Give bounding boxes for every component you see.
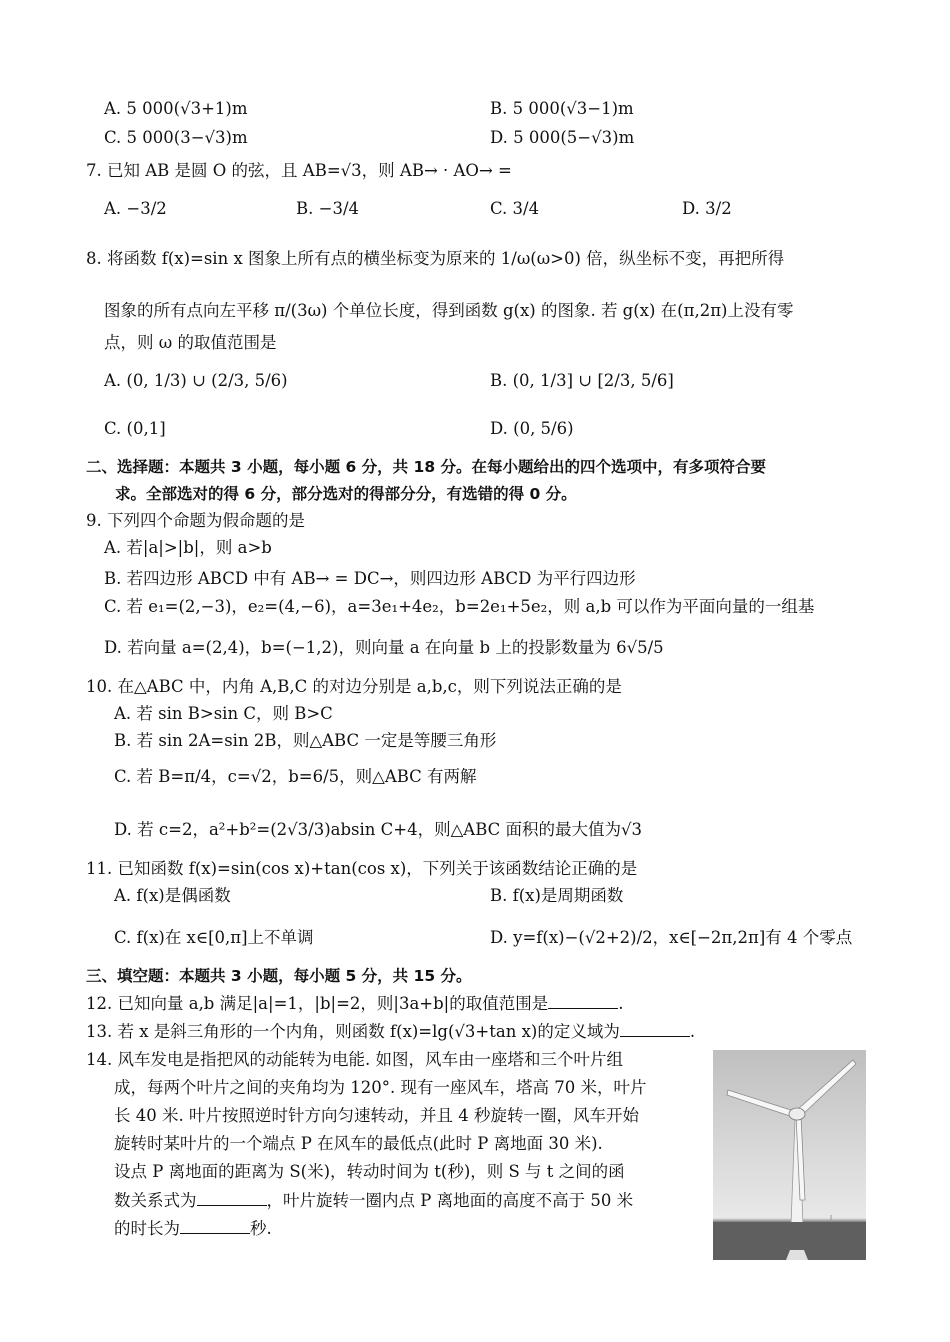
q10-option-b: B. 若 sin 2A=sin 2B，则△ABC 一定是等腰三角形 — [114, 731, 497, 750]
q14-line2: 成，每两个叶片之间的夹角均为 120°. 现有一座风车，塔高 70 米，叶片 — [114, 1078, 647, 1097]
q14-line7 — [114, 1217, 272, 1240]
turbine-hub — [789, 1108, 805, 1120]
q13-answer-blank[interactable] — [620, 1020, 690, 1037]
section2-heading-line1: 二、选择题：本题共 3 小题，每小题 6 分，共 18 分。在每小题给出的四个选项中，有多项符合要 — [86, 458, 767, 476]
q7-stem: 7. 已知 AB 是圆 O 的弦，且 AB=√3，则 AB→ · AO→ = — [86, 161, 512, 180]
wind-turbine-illustration — [713, 1050, 866, 1260]
q8-option-d: D. (0, 5/6) — [490, 419, 574, 438]
q14-answer-blank-1[interactable] — [197, 1189, 267, 1206]
q8-option-b: B. (0, 1/3] ∪ [2/3, 5/6] — [490, 371, 674, 390]
q7-option-d: D. 3/2 — [682, 199, 732, 218]
q11-option-a: A. f(x)是偶函数 — [114, 886, 231, 905]
q7-option-a: A. −3/2 — [104, 199, 167, 218]
q9-option-c: C. 若 e₁=(2,−3)，e₂=(4,−6)，a=3e₁+4e₂，b=2e₁+5e₂，则 a,b 可以作为平面向量的一组基 — [104, 597, 815, 616]
q6-option-b: B. 5 000(√3−1)m — [490, 99, 634, 118]
q7-option-c: C. 3/4 — [490, 199, 540, 218]
q8-option-c: C. (0,1] — [104, 419, 166, 438]
q14-line6-text: 数关系式为 — [114, 1191, 197, 1210]
q14-line7-text: 的时长为 — [114, 1219, 180, 1238]
q14-line4: 旋转时某叶片的一个端点 P 在风车的最低点(此时 P 离地面 30 米). — [114, 1134, 603, 1153]
q14-line3: 长 40 米. 叶片按照逆时针方向匀速转动，并且 4 秒旋转一圈，风车开始 — [114, 1106, 639, 1125]
q11-option-b: B. f(x)是周期函数 — [490, 886, 624, 905]
q9-option-b: B. 若四边形 ABCD 中有 AB→ = DC→，则四边形 ABCD 为平行四边形 — [104, 569, 636, 588]
q11-option-d: D. y=f(x)−(√2+2)/2，x∈[−2π,2π]有 4 个零点 — [490, 928, 853, 947]
q14-line6-rest: ，叶片旋转一圈内点 P 离地面的高度不高于 50 米 — [266, 1191, 634, 1210]
q9-stem: 9. 下列四个命题为假命题的是 — [86, 511, 305, 530]
q11-option-c: C. f(x)在 x∈[0,π]上不单调 — [114, 928, 314, 947]
q14-line1: 14. 风车发电是指把风的动能转为电能. 如图，风车由一座塔和三个叶片组 — [86, 1050, 623, 1069]
wind-turbine-photo — [713, 1050, 866, 1260]
q10-stem: 10. 在△ABC 中，内角 A,B,C 的对边分别是 a,b,c，则下列说法正确的是 — [86, 677, 622, 696]
q6-option-d: D. 5 000(5−√3)m — [490, 128, 635, 147]
q8-line1: 8. 将函数 f(x)=sin x 图象上所有点的横坐标变为原来的 1/ω(ω>0) 倍，纵坐标不变，再把所得 — [86, 249, 785, 268]
section3-heading: 三、填空题：本题共 3 小题，每小题 5 分，共 15 分。 — [86, 967, 472, 985]
q12-answer-blank[interactable] — [548, 992, 618, 1009]
q7-option-b: B. −3/4 — [296, 199, 359, 218]
q11-stem: 11. 已知函数 f(x)=sin(cos x)+tan(cos x)，下列关于该函数结论正确的是 — [86, 859, 638, 878]
q14-line6 — [114, 1189, 633, 1212]
turbine-blade — [797, 1060, 856, 1116]
turbine-blade — [727, 1090, 794, 1117]
q6-option-a: A. 5 000(√3+1)m — [104, 99, 248, 118]
q14-answer-blank-2[interactable] — [180, 1217, 250, 1234]
q8-line3: 点，则 ω 的取值范围是 — [104, 333, 277, 352]
section2-heading-line2: 求。全部选对的得 6 分，部分选对的得部分分，有选错的得 0 分。 — [115, 485, 577, 503]
q12 — [86, 992, 624, 1015]
q13-text: 13. 若 x 是斜三角形的一个内角，则函数 f(x)=lg(√3+tan x)的定义域为 — [86, 1022, 620, 1041]
q8-line2: 图象的所有点向左平移 π/(3ω) 个单位长度，得到函数 g(x) 的图象. 若 g(x) 在(π,2π)上没有零 — [104, 301, 794, 320]
q10-option-d: D. 若 c=2，a²+b²=(2√3/3)absin C+4，则△ABC 面积的最大值为√3 — [114, 820, 643, 839]
q6-option-c: C. 5 000(3−√3)m — [104, 128, 248, 147]
q14-line7-end: 秒. — [250, 1219, 272, 1238]
q10-option-c: C. 若 B=π/4，c=√2，b=6/5，则△ABC 有两解 — [114, 767, 477, 786]
q12-end: . — [618, 994, 624, 1013]
q14-line5: 设点 P 离地面的距离为 S(米)，转动时间为 t(秒)，则 S 与 t 之间的函 — [114, 1162, 625, 1181]
q13 — [86, 1020, 695, 1043]
q9-option-d: D. 若向量 a=(2,4)，b=(−1,2)，则向量 a 在向量 b 上的投影数量为 6√5/5 — [104, 638, 664, 657]
q10-option-a: A. 若 sin B>sin C，则 B>C — [114, 704, 333, 723]
q13-end: . — [689, 1022, 696, 1041]
q8-option-a: A. (0, 1/3) ∪ (2/3, 5/6) — [104, 371, 288, 390]
q12-text: 12. 已知向量 a,b 满足|a|=1，|b|=2，则|3a+b|的取值范围是 — [86, 994, 549, 1013]
q9-option-a: A. 若|a|>|b|，则 a>b — [104, 538, 272, 557]
